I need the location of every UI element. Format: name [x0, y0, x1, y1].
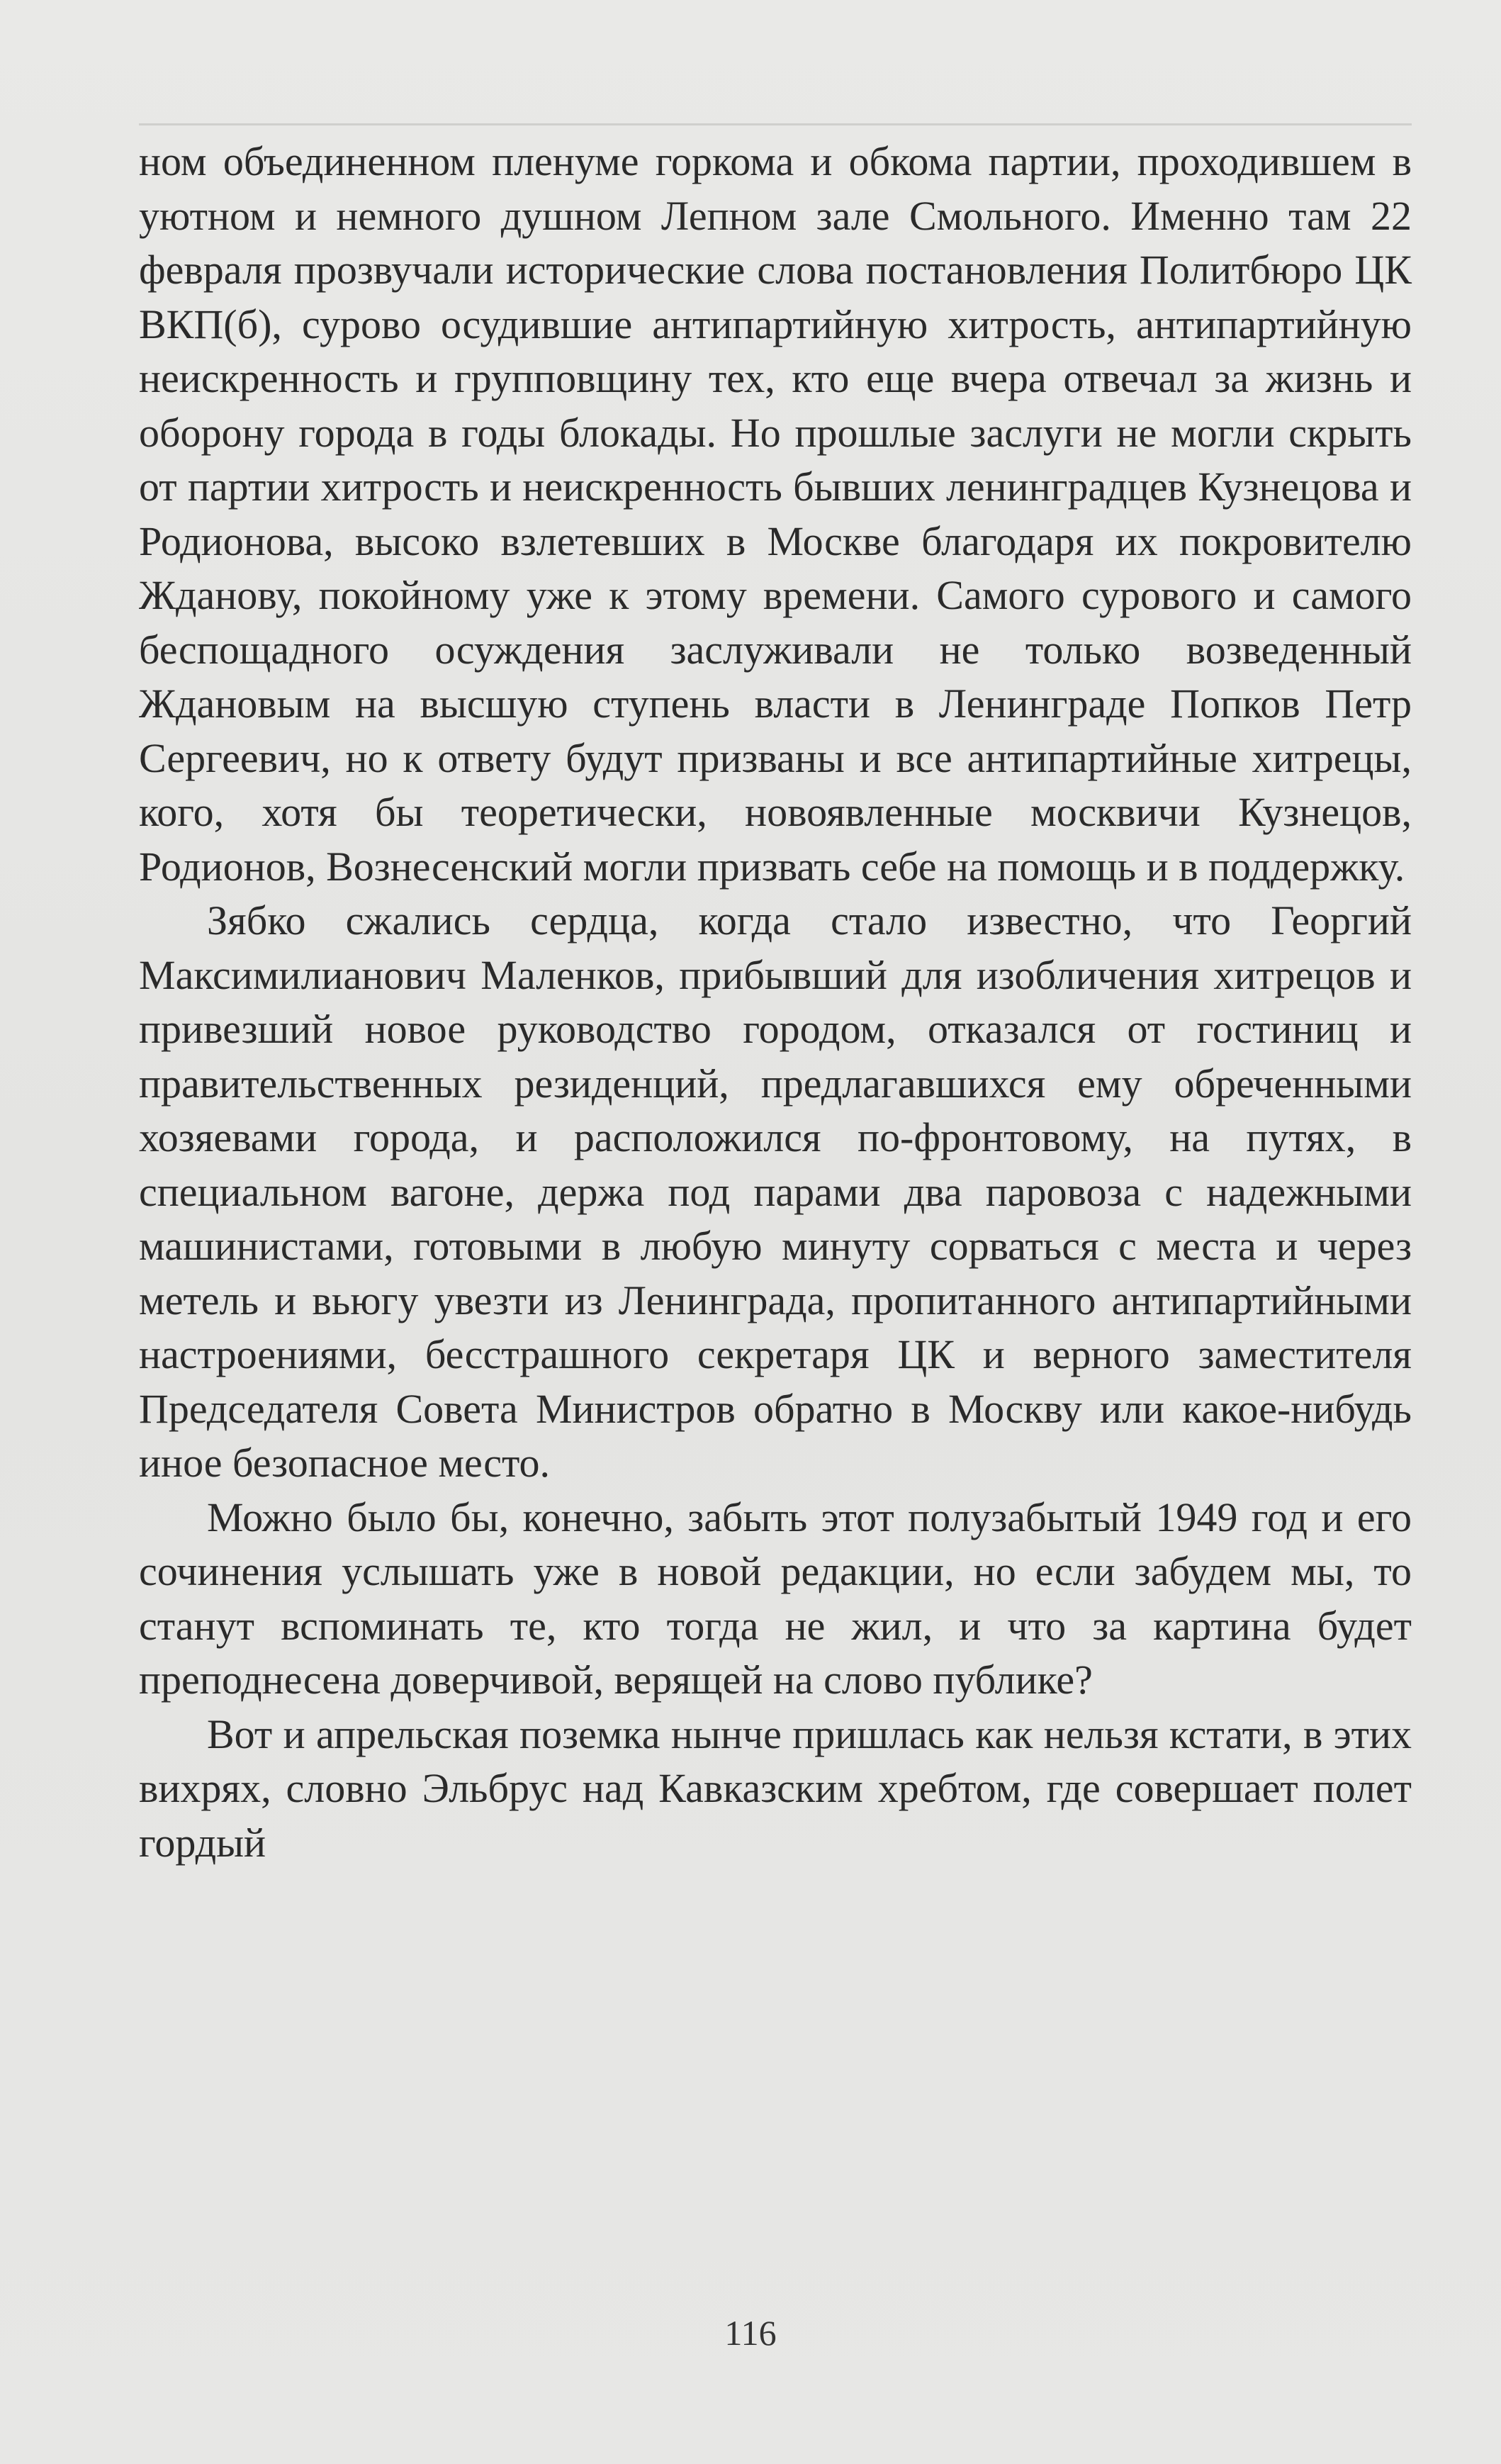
body-text	[139, 135, 1412, 1870]
page-number: 116	[724, 2313, 777, 2353]
top-rule	[139, 123, 1412, 125]
paragraph-4: Вот и апрельская поземка нынче пришлась как нельзя кстати, в этих вихрях, словно Эльбрус над Кавказским хребтом, где совершает полет гордый	[139, 1710, 1412, 1866]
paragraph-2: Зябко сжались сердца, когда стало известно, что Георгий Максимилианович Маленков, прибывший для изобличения хитрецов и привезший новое руководство городом, отказался от гостиниц и правительственных резиденций, предлагавшихся ему обреченными хозяевами города, и расположился по-фронтовому, на путях, в специальном вагоне, держа под парами два паровоза с надежными машинистами, готовыми в любую минуту сорваться с места и через метель и вьюгу увезти из Ленинграда, пропитанного антипартийными настроениями, бесстрашного секретаря ЦК и верного заместителя Председателя Совета Министров обратно в Москву или какое-нибудь иное безопасное место.	[139, 897, 1412, 1486]
paragraph-1: ном объединенном пленуме горкома и обкома партии, проходившем в уютном и немного душном Лепном зале Смольного. Именно там 22 февраля прозвучали исторические слова постановления Политбюро ЦК ВКП(б), сурово осудившие антипартийную хитрость, антипартийную неискренность и групповщину тех, кто еще вчера отвечал за жизнь и оборону города в годы блокады. Но прошлые заслуги не могли скрыть от партии хитрость и неискренность бывших ленинградцев Кузнецова и Родионова, высоко взлетевших в Москве благодаря их покровителю Жданову, покойному уже к этому времени. Самого сурового и самого беспощадного осуждения заслуживали не только возведенный Ждановым на высшую ступень власти в Ленинграде Попков Петр Сергеевич, но к ответу будут призваны и все антипартийные хитрецы, кого, хотя бы теоретически, новоявленные москвичи Кузнецов, Родионов, Вознесенский могли призвать себе на помощь и в поддержку.	[139, 138, 1412, 890]
paragraph-3: Можно было бы, конечно, забыть этот полузабытый 1949 год и его сочинения услышать уже в новой редакции, но если забудем мы, то станут вспоминать те, кто тогда не жил, и что за картина будет преподнесена доверчивой, верящей на слово публике?	[139, 1494, 1412, 1703]
